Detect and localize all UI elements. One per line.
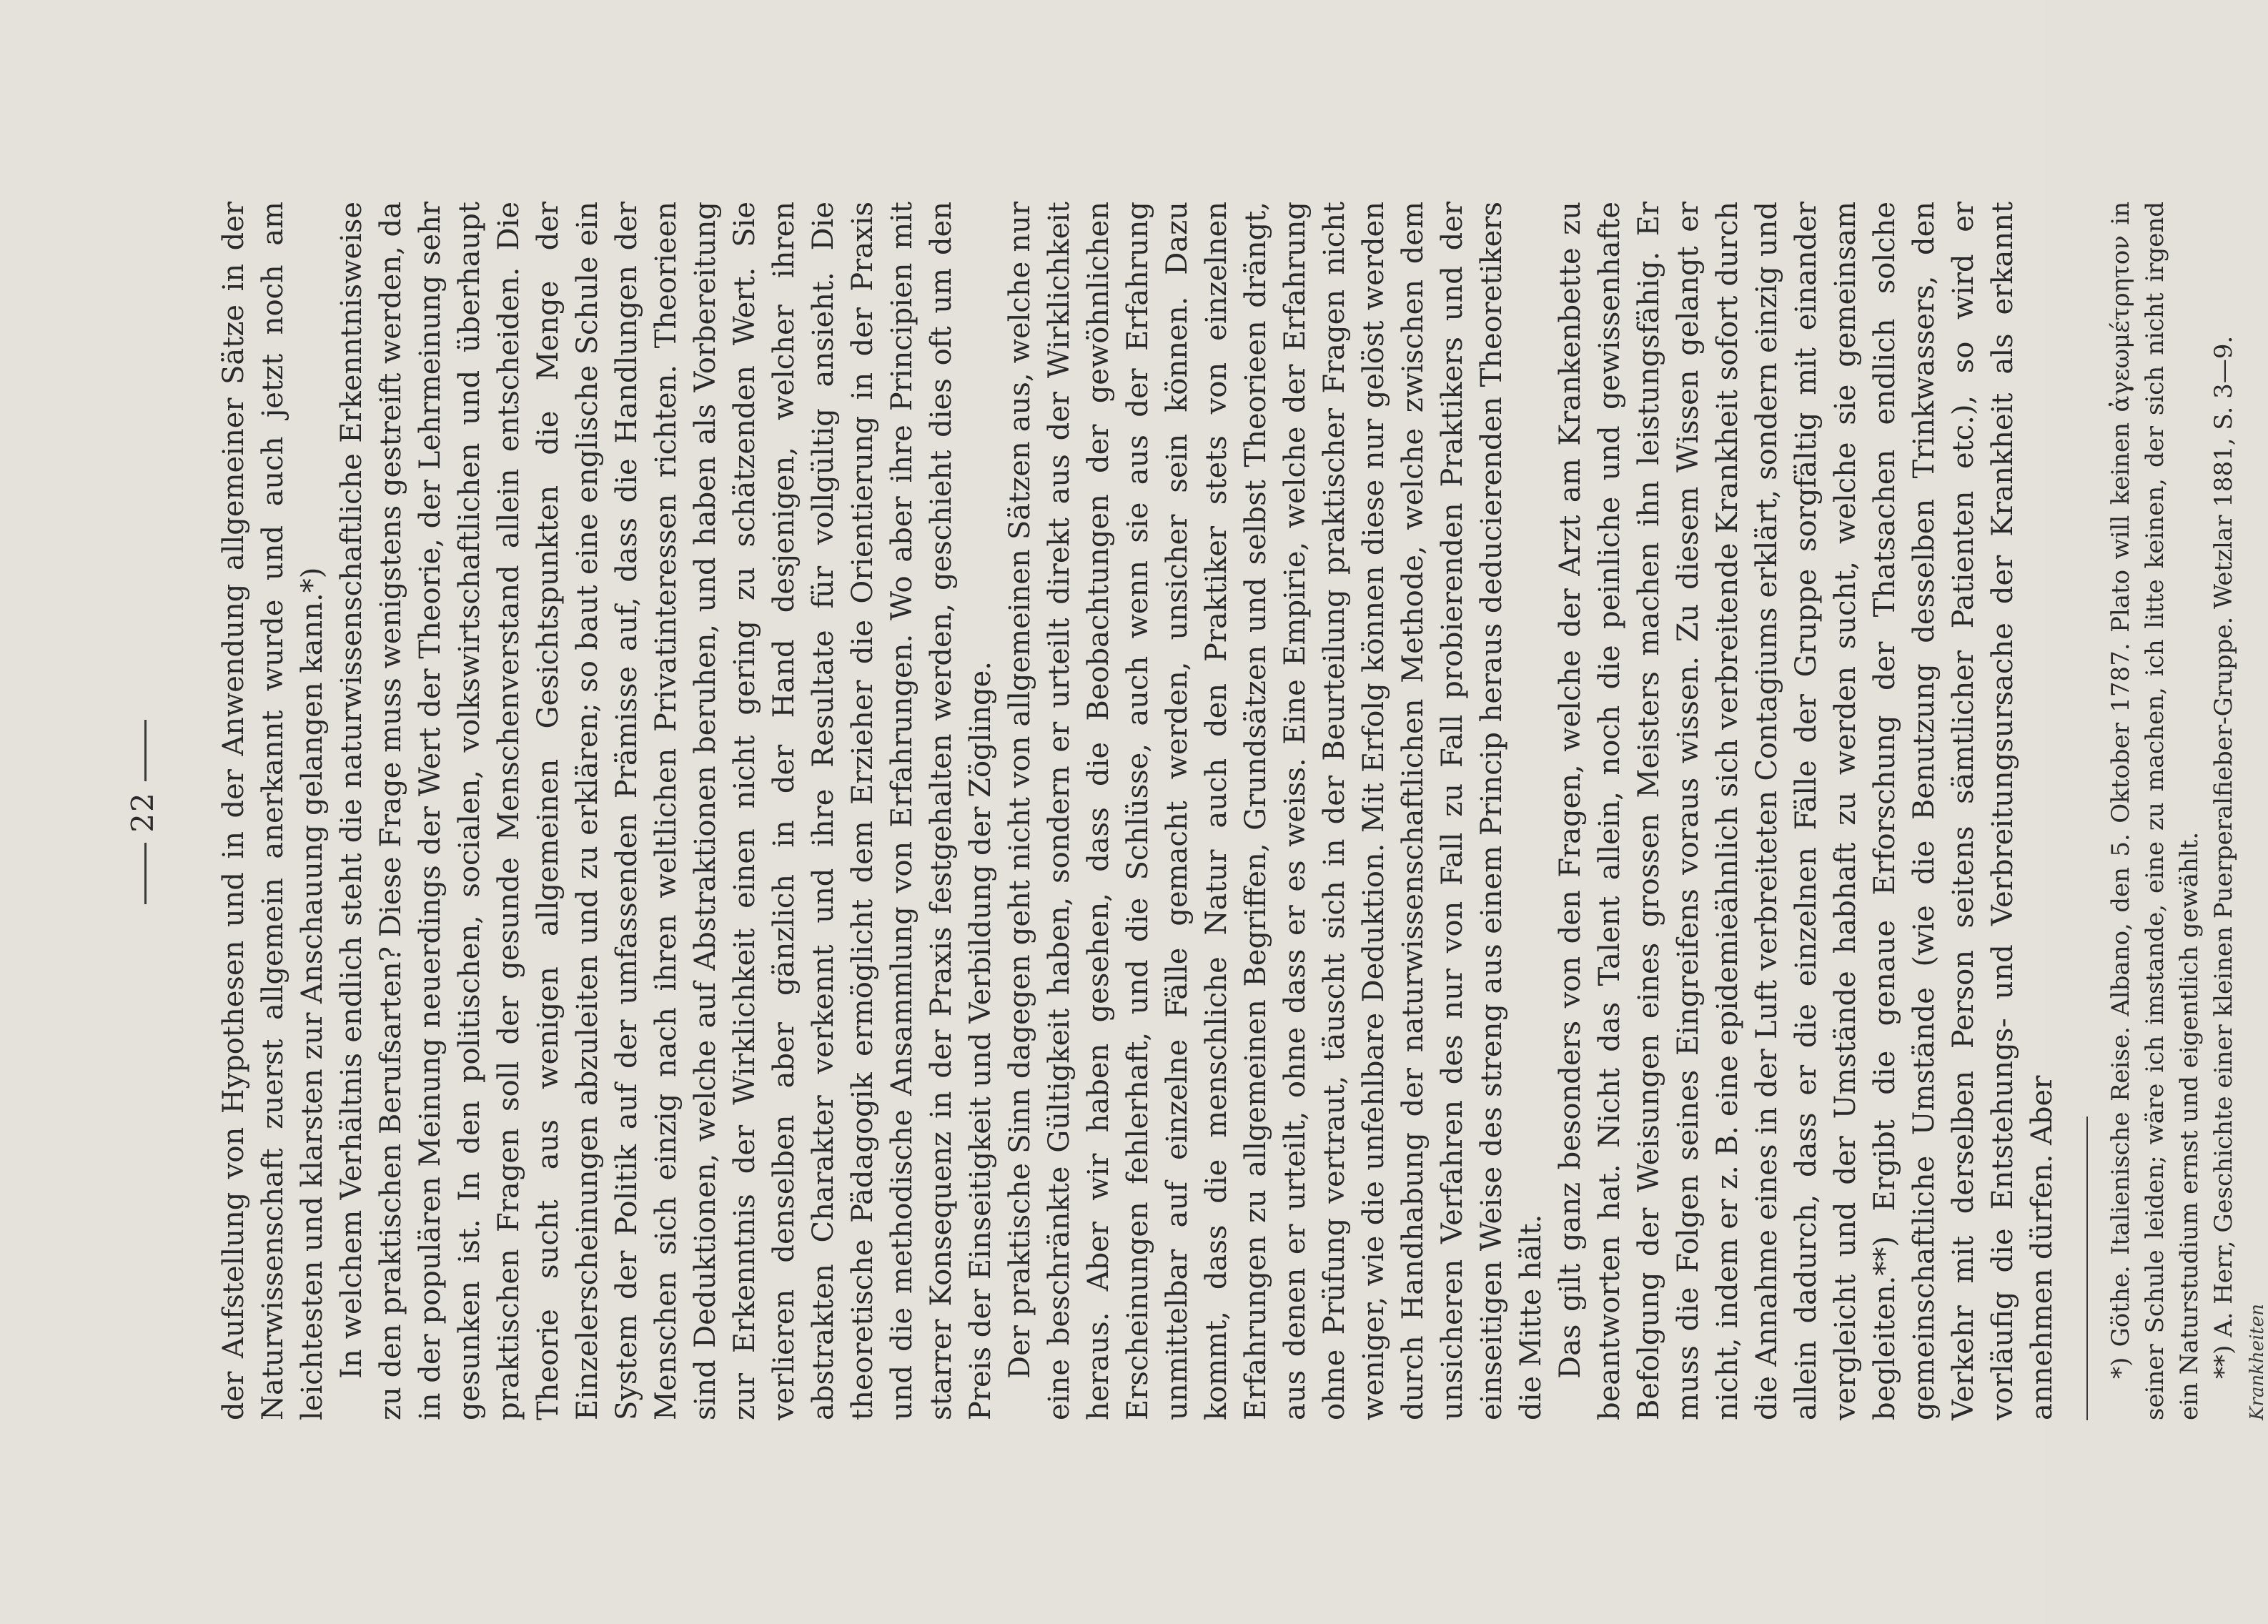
handwritten-annotation: Krankheiten (2247, 1304, 2268, 1420)
footnotes (2104, 202, 2241, 1420)
paragraph-4: Das gilt ganz besonders von den Fragen, welche der Arzt am Krankenbette zu beantworten hat. Nicht das Talent allein, noch die peinliche und gewissenhafte Befolgung der Weisungen eines grossen Meisters machen ihn leistungsfähig. Er muss die Folgen seines Eingreifens voraus wissen. Zu diesem Wissen gelangt er nicht, indem er z. B. eine epidemieähnlich sich verbreitende Krankheit sofort durch die Annahme eines in der Luft verbreiteten Contagiums erklärt, sondern einzig und allein dadurch, dass er die einzelnen Fälle der Gruppe sorgfältig mit einander vergleicht und der Umstände habhaft zu werden sucht, welche sie gemeinsam begleiten.**) Ergibt die genaue Erforschung der Thatsachen endlich solche gemeinschaftliche Umstände (wie die Benutzung desselben Trinkwassers, den Verkehr mit derselben Person seitens sämtlicher Patienten etc.), so wird er vorläufig die Entstehungs- und Verbreitungsursache der Krankheit als erkannt annehmen dürfen. Aber (1554, 202, 2059, 1420)
paragraph-2: In welchem Verhältnis endlich steht die naturwissenschaftliche Erkenntnisweise zu den praktischen Berufsarten? Diese Frage muss wenigstens gestreift werden, da in der populären Meinung neuerdings der Wert der Theorie, der Lehrmeinung sehr gesunken ist. In den politischen, socialen, volkswirtschaftlichen und überhaupt praktischen Fragen soll der gesunde Menschenverstand allein entscheiden. Die Theorie sucht aus wenigen allgemeinen Gesichtspunkten die Menge der Einzelerscheinungen abzuleiten und zu erklären; so baut eine englische Schule ein System der Politik auf der umfassenden Prämisse auf, dass die Handlungen der Menschen sich einzig nach ihren weltlichen Privatinteressen richten. Theorieen sind Deduktionen, welche auf Abstraktionen beruhen, und haben als Vorbereitung zur Erkenntnis der Wirklichkeit einen nicht gering zu schätzenden Wert. Sie verlieren denselben aber gänzlich in der Hand desjenigen, welcher ihren abstrakten Charakter verkennt und ihre Resultate für vollgültig ansieht. Die theoretische Pädagogik ermöglicht dem Erzieher die Orientierung in der Praxis und die methodische Ansammlung von Erfahrungen. Wo aber ihre Principien mit starrer Konsequenz in der Praxis festgehalten werden, geschieht dies oft um den Preis der Einseitigkeit und Verbildung der Zöglinge. (335, 202, 997, 1420)
page-number-text: 22 (125, 791, 160, 833)
footnote-1: *) Göthe. Italienische Reise. Albano, den 5. Oktober 1787. Plato will keinen ἀγεωμέτρητον in seiner Schule leiden; wäre ich imstande, eine zu machen, ich litte keinen, der sich nicht irgend ein Naturstudium ernst und eigentlich gewählt. (2106, 202, 2204, 1420)
paragraph-3: Der praktische Sinn dagegen geht nicht von allgemeinen Sätzen aus, welche nur eine beschränkte Gültigkeit haben, sondern er urteilt direkt aus der Wirklichkeit heraus. Aber wir haben gesehen, dass die Beobachtungen der gewöhnlichen Erscheinungen fehlerhaft, und die Schlüsse, auch wenn sie aus der Erfahrung unmittelbar auf einzelne Fälle gemacht werden, unsicher sein können. Dazu kommt, dass die menschliche Natur auch den Praktiker stets von einzelnen Erfahrungen zu allgemeinen Begriffen, Grundsätzen und selbst Theorieen drängt, aus denen er urteilt, ohne dass er es weiss. Eine Empirie, welche der Erfahrung ohne Prüfung vertraut, täuscht sich in der Beurteilung praktischer Fragen nicht weniger, wie die unfehlbare Deduktion. Mit Erfolg können diese nur gelöst werden durch Handhabung der naturwissenschaftlichen Methode, welche zwischen dem unsicheren Verfahren des nur von Fall zu Fall probierenden Praktikers und der einseitigen Weise des streng aus einem Princip heraus deducierenden Theoretikers die Mitte hält. (1004, 202, 1548, 1420)
footnote-2: **) A. Herr, Geschichte einer kleinen Puerperalfieber-Gruppe. Wetzlar 1881, S. 3—9. (2209, 335, 2238, 1379)
footnote-rule (2086, 1116, 2088, 1420)
page-number-dash-right (144, 720, 147, 781)
paragraph-1: der Aufstellung von Hypothesen und in der Anwendung allgemeiner Sätze in der Naturwissenschaft zuerst allgemein anerkannt wurde und auch jetzt noch am leichtesten und klarsten zur Anschauung gelangen kann.*) (217, 202, 329, 1420)
page-number-dash-left (144, 843, 147, 904)
body-text (214, 202, 2268, 1420)
page-number (125, 0, 160, 1624)
